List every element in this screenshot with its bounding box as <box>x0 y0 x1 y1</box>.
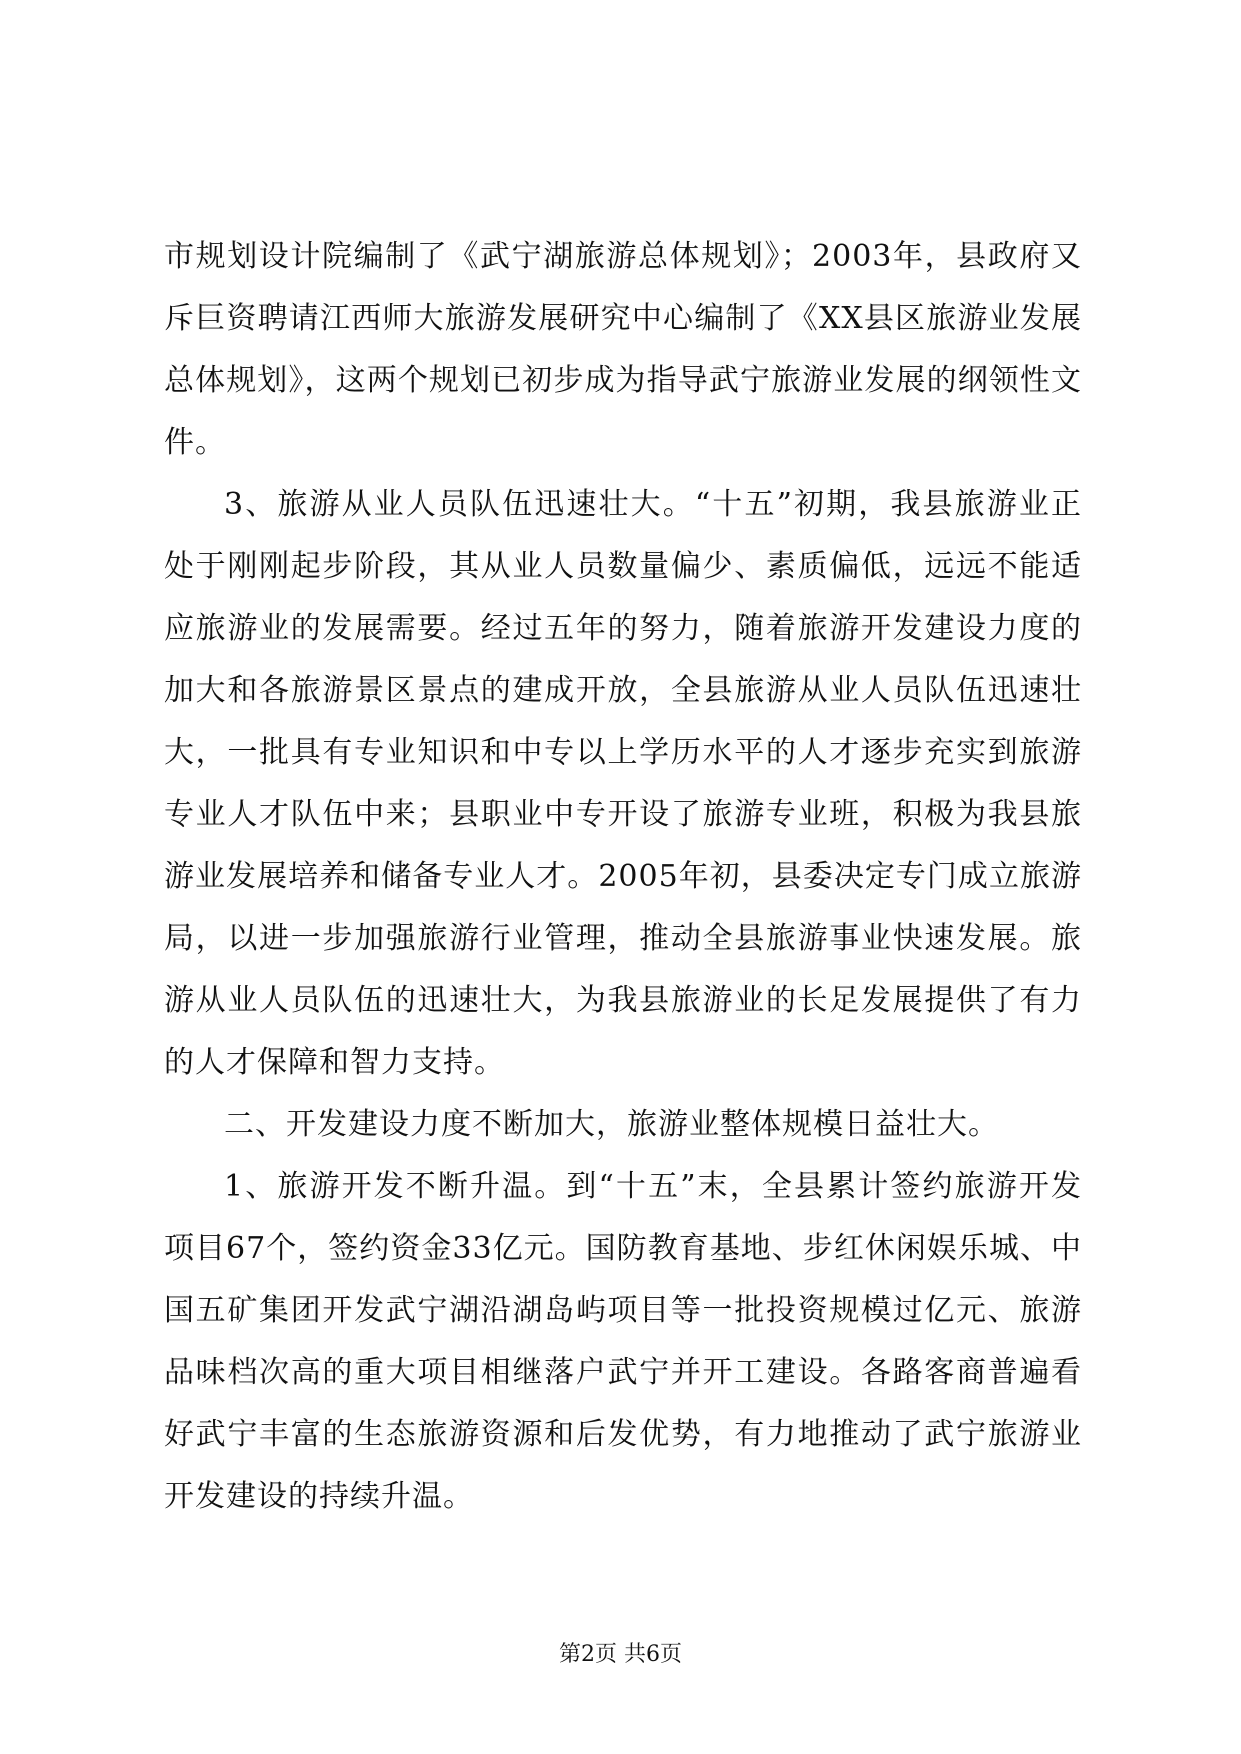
section-heading-development: 二、开发建设力度不断加大，旅游业整体规模日益壮大。 <box>224 1107 999 1142</box>
paragraph-tourism-projects: 1、旅游开发不断升温。到“十五”末，全县累计签约旅游开发项目67个，签约资金33亿元。国防教育基地、步红休闲娱乐城、中国五矿集团开发武宁湖沿湖岛屿项目等一批投资规模过亿元、旅游品味档次高的重大项目相继落户武宁并开工建设。各路客商普遍看好武宁丰富的生态旅游资源和后发优势，有力地推动了武宁旅游业开发建设的持续升温。 <box>164 1169 1082 1514</box>
document-body <box>164 226 1082 1528</box>
page-footer: 第2页 共6页 <box>559 1642 682 1667</box>
paragraph-tourism-staff: 3、旅游从业人员队伍迅速壮大。“十五”初期，我县旅游业正处于刚刚起步阶段，其从业人员数量偏少、素质偏低，远远不能适应旅游业的发展需要。经过五年的努力，随着旅游开发建设力度的加大和各旅游景区景点的建成开放，全县旅游从业人员队伍迅速壮大，一批具有专业知识和中专以上学历水平的人才逐步充实到旅游专业人才队伍中来；县职业中专开设了旅游专业班，积极为我县旅游业发展培养和储备专业人才。2005年初，县委决定专门成立旅游局，以进一步加强旅游行业管理，推动全县旅游事业快速发展。旅游从业人员队伍的迅速壮大，为我县旅游业的长足发展提供了有力的人才保障和智力支持。 <box>164 487 1082 1080</box>
paragraph-continuation: 市规划设计院编制了《武宁湖旅游总体规划》；2003年，县政府又斥巨资聘请江西师大旅游发展研究中心编制了《XX县区旅游业发展总体规划》，这两个规划已初步成为指导武宁旅游业发展的纲领性文件。 <box>164 239 1082 460</box>
